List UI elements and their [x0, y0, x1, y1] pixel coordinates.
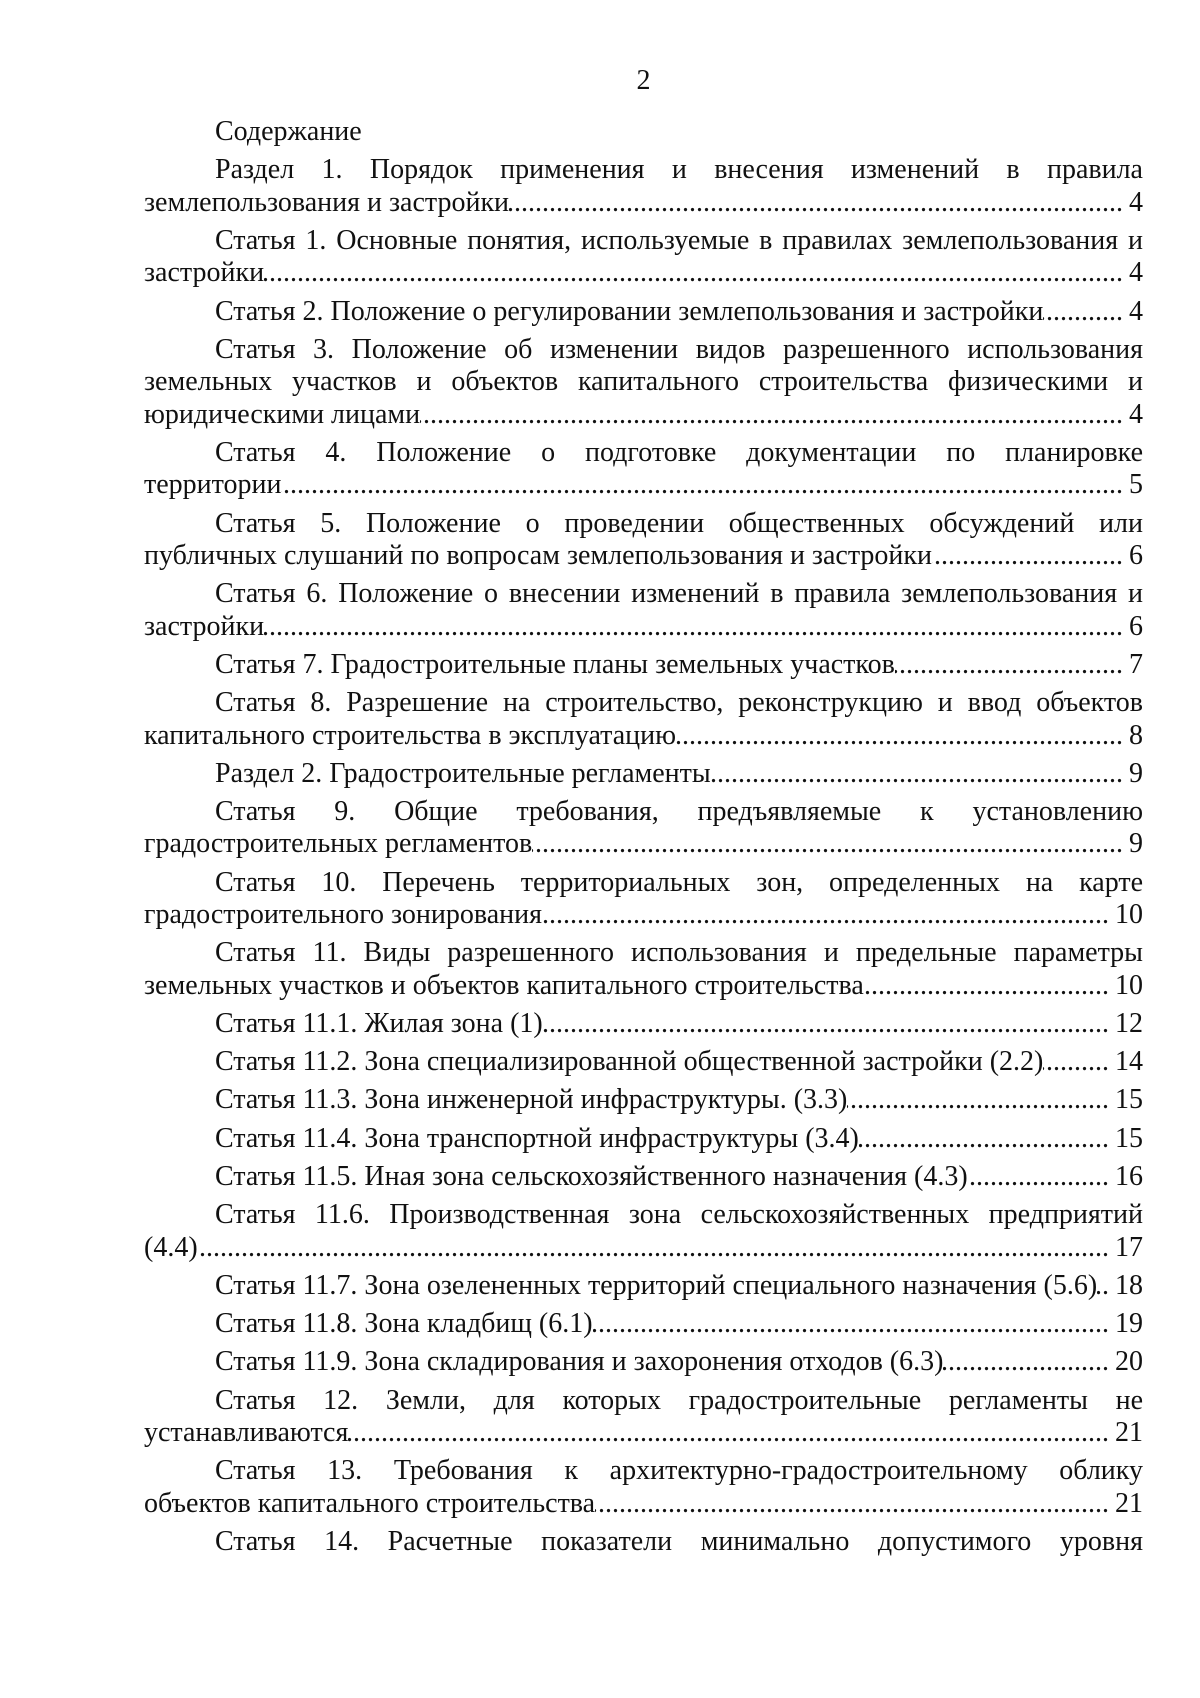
toc-entry: [144, 796, 1143, 861]
dot-leader: [542, 899, 1115, 931]
toc-page-number: 4: [1129, 398, 1143, 430]
toc-entry-text: Статья 11.4. Зона транспортной инфраструктуры (3.4): [215, 1122, 859, 1154]
dot-leader: [847, 1084, 1115, 1116]
dot-leader: [595, 1488, 1115, 1520]
dot-leader: [509, 187, 1129, 219]
toc-entry-text: застройки: [144, 610, 265, 642]
toc-entry-line: Статья 1. Основные понятия, используемые в правилах землепользования и: [215, 224, 1143, 256]
toc-page-number: 17: [1115, 1231, 1143, 1263]
toc-entry-text: застройки: [144, 257, 265, 289]
toc-entry-last-line: [144, 1161, 1143, 1193]
toc-page-number: 4: [1129, 186, 1143, 218]
toc-entry-text: градостроительного зонирования: [144, 899, 543, 931]
toc-entry-line: земельных участков и объектов капитального строительства физическими и: [144, 366, 1143, 398]
toc-entry-line: Статья 10. Перечень территориальных зон, определенных на карте: [215, 866, 1143, 898]
toc-entry-last-line: [144, 720, 1143, 752]
toc-entry: [144, 1526, 1143, 1558]
dot-leader: [264, 611, 1129, 643]
toc-entry: [144, 1199, 1143, 1264]
dot-leader: [532, 828, 1129, 860]
toc-entry-last-line: [144, 540, 1143, 572]
toc-entry-last-line: [144, 1308, 1143, 1340]
toc-entry-line: Статья 9. Общие требования, предъявляемые к установлению: [215, 796, 1143, 827]
dot-leader: [895, 649, 1129, 681]
toc-entry-last-line: [144, 611, 1143, 643]
toc-entry-line: Раздел 1. Порядок применения и внесения изменений в правила: [215, 154, 1143, 186]
toc-entry-text: устанавливаются: [144, 1417, 349, 1449]
toc-entry: [144, 1008, 1143, 1040]
toc-page-number: 4: [1129, 295, 1143, 327]
toc-entry: [144, 758, 1143, 790]
toc-entry-text: объектов капитального строительства: [144, 1487, 596, 1519]
toc-entry-text: земельных участков и объектов капитального строительства: [144, 969, 864, 1001]
toc-entry-last-line: [144, 1488, 1143, 1520]
toc-entry: [144, 937, 1143, 1002]
dot-leader: [348, 1417, 1115, 1449]
toc-entry: [144, 154, 1143, 219]
toc-entry: [144, 225, 1143, 290]
toc-page-number: 10: [1115, 969, 1143, 1001]
toc-entry-line: Статья 13. Требования к архитектурно-градостроительному облику: [215, 1455, 1143, 1487]
toc-page-number: 6: [1129, 539, 1143, 571]
toc-entry-last-line: [144, 828, 1143, 860]
toc-entry: [144, 508, 1143, 573]
toc-entry-last-line: [144, 899, 1143, 931]
toc-entry: [144, 1455, 1143, 1520]
toc-entry-last-line: [144, 1270, 1143, 1302]
toc-entry: [144, 1161, 1143, 1193]
dot-leader: [593, 1308, 1115, 1340]
toc-entry-line: Статья 12. Земли, для которых градостроительные регламенты не: [215, 1384, 1143, 1416]
toc-heading: Содержание: [215, 116, 362, 147]
dot-leader: [198, 1232, 1115, 1264]
toc-entry-text: территории: [144, 469, 282, 501]
table-of-contents: [144, 116, 1143, 1558]
toc-page-number: 15: [1115, 1084, 1143, 1116]
toc-entry-last-line: [144, 970, 1143, 1002]
toc-entry-text: Раздел 2. Градостроительные регламенты: [215, 757, 711, 789]
dot-leader: [943, 1346, 1115, 1378]
toc-page-number: 16: [1115, 1160, 1143, 1192]
toc-page-number: 12: [1115, 1007, 1143, 1039]
dot-leader: [968, 1161, 1115, 1193]
page-number: 2: [636, 65, 651, 96]
dot-leader: [1043, 296, 1129, 328]
toc-entry-line: Статья 8. Разрешение на строительство, реконструкцию и ввод объектов: [215, 687, 1143, 719]
toc-entry-text: Статья 11.9. Зона складирования и захоронения отходов (6.3): [215, 1346, 944, 1378]
toc-entry-last-line: [144, 1084, 1143, 1116]
toc-entry: [144, 1270, 1143, 1302]
dot-leader: [1043, 1046, 1115, 1078]
toc-entry-text: градостроительных регламентов: [144, 828, 533, 860]
toc-page-number: 21: [1115, 1487, 1143, 1519]
toc-entry: [144, 867, 1143, 932]
toc-entry: [144, 296, 1143, 328]
dot-leader: [281, 469, 1129, 501]
toc-entry-last-line: [144, 758, 1143, 790]
toc-entry: [144, 578, 1143, 643]
toc-entry: [144, 1346, 1143, 1378]
dot-leader: [676, 720, 1129, 752]
toc-entry-text: Статья 11.2. Зона специализированной общественной застройки (2.2): [215, 1046, 1044, 1078]
toc-entry: [144, 437, 1143, 502]
toc-entry-last-line: [144, 187, 1143, 219]
toc-entry-last-line: [144, 1008, 1143, 1040]
toc-entry-last-line: [144, 1232, 1143, 1264]
toc-page-number: 7: [1129, 648, 1143, 680]
toc-page-number: 19: [1115, 1308, 1143, 1340]
toc-entry-text: капитального строительства в эксплуатацию: [144, 719, 677, 751]
toc-page-number: 8: [1129, 719, 1143, 751]
toc-entry-last-line: [144, 1346, 1143, 1378]
toc-entry-last-line: [144, 1123, 1143, 1155]
toc-entry-text: Статья 11.8. Зона кладбищ (6.1): [215, 1308, 593, 1340]
toc-page-number: 21: [1115, 1417, 1143, 1449]
toc-entry-last-line: [144, 1417, 1143, 1449]
toc-page-number: 4: [1129, 257, 1143, 289]
dot-leader: [859, 1123, 1115, 1155]
toc-entry-last-line: [144, 399, 1143, 431]
toc-entry: [144, 1385, 1143, 1450]
toc-entry: [144, 687, 1143, 752]
toc-entry: [144, 1308, 1143, 1340]
toc-entry-line: Статья 11.6. Производственная зона сельскохозяйственных предприятий: [215, 1199, 1143, 1231]
toc-entry-text: Статья 2. Положение о регулировании землепользования и застройки: [215, 295, 1044, 327]
dot-leader: [1097, 1270, 1115, 1302]
toc-entry-last-line: [144, 1046, 1143, 1078]
toc-entry: [144, 1046, 1143, 1078]
toc-entry-line: Статья 5. Положение о проведении общественных обсуждений или: [215, 507, 1143, 539]
toc-entry-line: Статья 11. Виды разрешенного использования и предельные параметры: [215, 937, 1143, 969]
toc-entry: [144, 334, 1143, 431]
dot-leader: [264, 257, 1129, 289]
toc-entry-text: Статья 11.3. Зона инженерной инфраструктуры. (3.3): [215, 1084, 848, 1116]
toc-page-number: 15: [1115, 1122, 1143, 1154]
dot-leader: [864, 970, 1115, 1002]
toc-entry-text: землепользования и застройки: [144, 186, 510, 218]
toc-entry-last-line: [144, 257, 1143, 289]
toc-entry-last-line: [144, 469, 1143, 501]
toc-entry: [144, 1123, 1143, 1155]
toc-page-number: 6: [1129, 610, 1143, 642]
toc-entry-line: Статья 3. Положение об изменении видов разрешенного использования: [215, 333, 1143, 365]
toc-page-number: 10: [1115, 899, 1143, 931]
toc-entry-line: Статья 6. Положение о внесении изменений в правила землепользования и: [215, 578, 1143, 610]
toc-entry-last-line: [144, 649, 1143, 681]
toc-page-number: 20: [1115, 1346, 1143, 1378]
toc-entry-line: Статья 14. Расчетные показатели минимально допустимого уровня: [215, 1525, 1143, 1557]
dot-leader: [711, 758, 1129, 790]
toc-entry-text: публичных слушаний по вопросам землепользования и застройки: [144, 539, 932, 571]
toc-entry-line: Статья 4. Положение о подготовке документации по планировке: [215, 436, 1143, 468]
toc-entry: [144, 1084, 1143, 1116]
toc-page-number: 9: [1129, 757, 1143, 789]
toc-entry-text: Статья 11.1. Жилая зона (1): [215, 1007, 543, 1039]
toc-page-number: 14: [1115, 1046, 1143, 1078]
toc-page-number: 9: [1129, 828, 1143, 860]
toc-entry-last-line: [144, 296, 1143, 328]
toc-entry-text: Статья 11.7. Зона озелененных территорий специального назначения (5.6): [215, 1269, 1098, 1301]
toc-entry-text: Статья 7. Градостроительные планы земельных участков: [215, 648, 895, 680]
toc-entry-text: Статья 11.5. Иная зона сельскохозяйственного назначения (4.3): [215, 1160, 968, 1192]
dot-leader: [543, 1008, 1115, 1040]
toc-page-number: 18: [1115, 1269, 1143, 1301]
dot-leader: [932, 540, 1129, 572]
toc-entry-text: (4.4): [144, 1231, 198, 1263]
toc-entry-text: юридическими лицами: [144, 398, 421, 430]
toc-entry: [144, 649, 1143, 681]
toc-page-number: 5: [1129, 469, 1143, 501]
dot-leader: [420, 399, 1129, 431]
